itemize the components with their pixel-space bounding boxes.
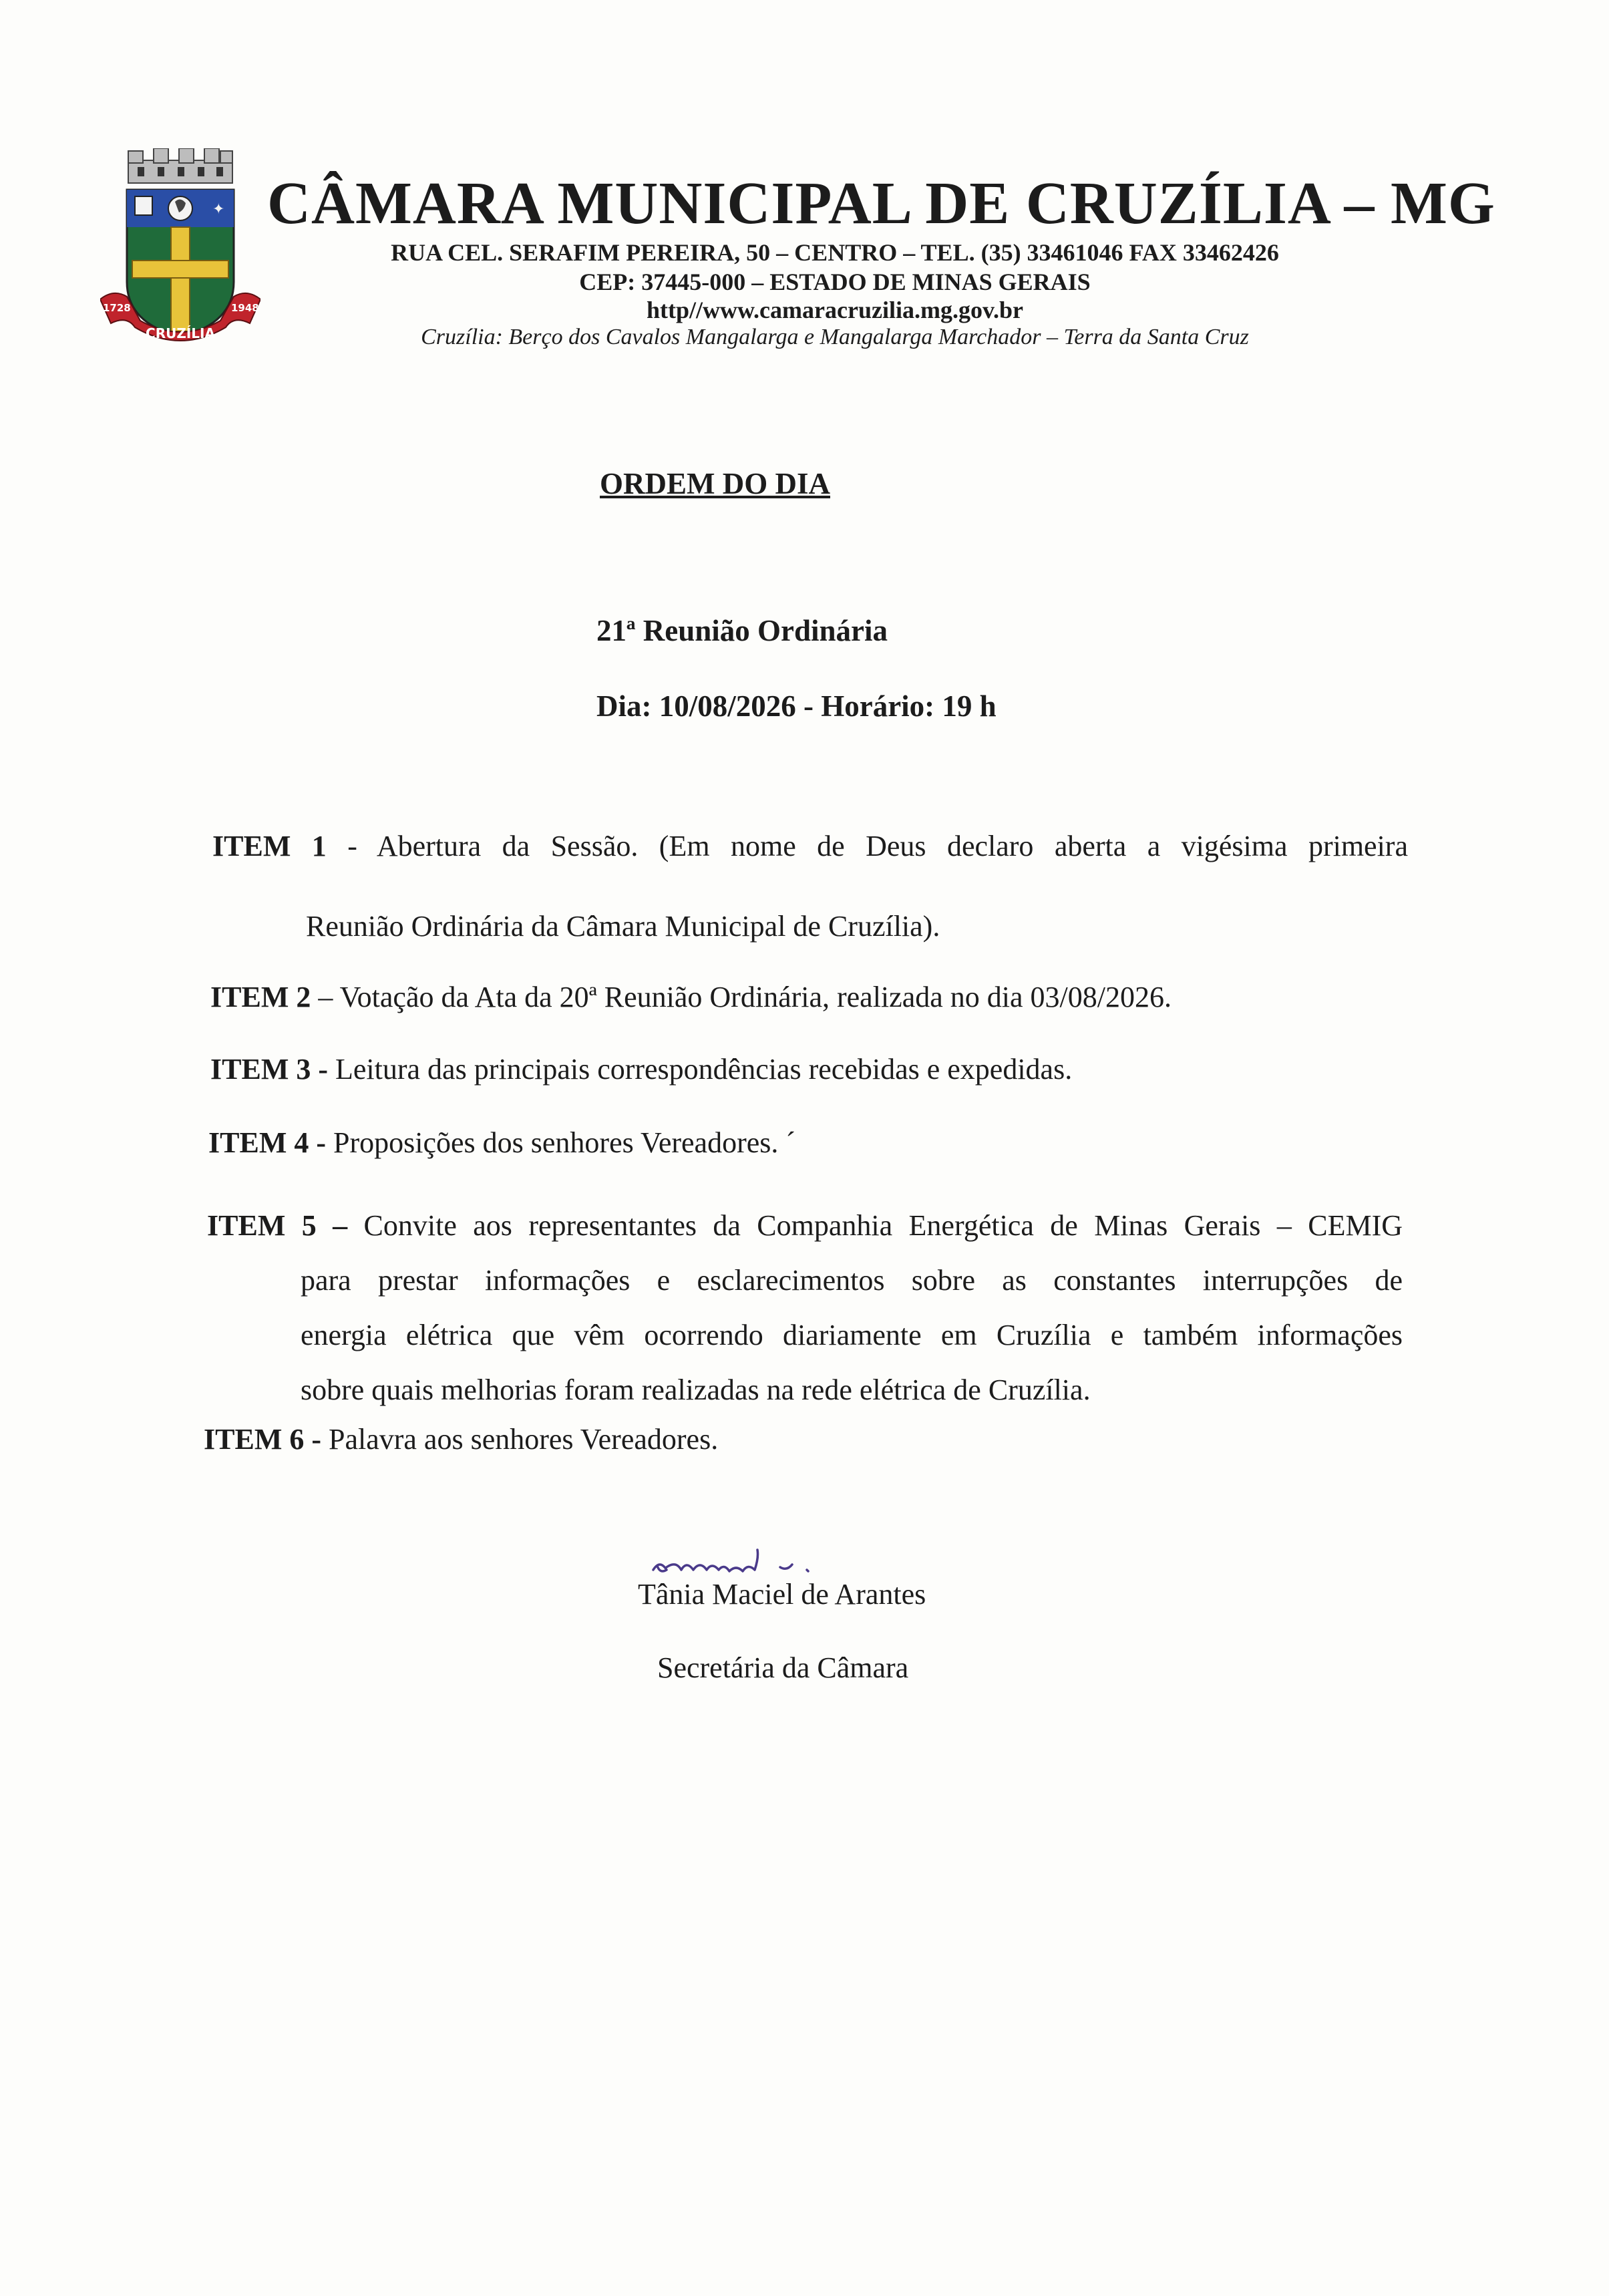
agenda-item-2 bbox=[210, 979, 1172, 1015]
org-name: CÂMARA MUNICIPAL DE CRUZÍLIA – MG bbox=[267, 170, 1495, 236]
coat-year-left: 1728 bbox=[103, 302, 131, 314]
meeting-date: Dia: 10/08/2026 - Horário: 19 h bbox=[596, 689, 997, 723]
postal-line: CEP: 37445-000 – ESTADO DE MINAS GERAIS bbox=[579, 269, 1091, 295]
agenda-item-label: ITEM 3 - bbox=[210, 1053, 328, 1086]
agenda-item-5-continuation: sobre quais melhorias foram realizadas na rede elétrica de Cruzília. bbox=[301, 1373, 1091, 1406]
agenda-item-text: Convite aos representantes da Companhia Energética de Minas Gerais – CEMIG bbox=[347, 1209, 1403, 1242]
city-motto: Cruzília: Berço dos Cavalos Mangalarga e Mangalarga Marchador – Terra da Santa Cruz bbox=[421, 325, 1249, 349]
agenda-item-text: Proposições dos senhores Vereadores. ´ bbox=[326, 1126, 796, 1159]
agenda-item-4 bbox=[208, 1125, 795, 1161]
coat-ribbon-text: CRUZÍLIA bbox=[146, 325, 215, 341]
agenda-item-label: ITEM 6 - bbox=[204, 1423, 321, 1456]
signer-name: Tânia Maciel de Arantes bbox=[638, 1578, 926, 1611]
coat-year-right: 1948 bbox=[231, 302, 259, 314]
agenda-item-label: ITEM 2 bbox=[210, 981, 311, 1013]
agenda-item-text: – Votação da Ata da 20ª Reunião Ordinária, realizada no dia 03/08/2026. bbox=[311, 981, 1172, 1013]
agenda-item-3 bbox=[210, 1051, 1072, 1088]
svg-text:✦: ✦ bbox=[212, 201, 225, 218]
agenda-item-6 bbox=[204, 1422, 718, 1458]
agenda-item-text: - Abertura da Sessão. (Em nome de Deus declaro aberta a vigésima primeira bbox=[326, 830, 1408, 862]
agenda-item-label: ITEM 4 - bbox=[208, 1126, 326, 1159]
agenda-item-5-continuation: para prestar informações e esclarecimentos sobre as constantes interrupções de bbox=[301, 1264, 1403, 1297]
document-title: ORDEM DO DIA bbox=[600, 467, 830, 500]
agenda-item-5-continuation: energia elétrica que vêm ocorrendo diariamente em Cruzília e também informações bbox=[301, 1319, 1403, 1351]
agenda-item-1 bbox=[212, 828, 1408, 864]
address-line: RUA CEL. SERAFIM PEREIRA, 50 – CENTRO – TEL. (35) 33461046 FAX 33462426 bbox=[391, 239, 1279, 266]
meeting-title: 21ª Reunião Ordinária bbox=[596, 614, 888, 647]
agenda-item-text: Palavra aos senhores Vereadores. bbox=[321, 1423, 719, 1456]
agenda-item-label: ITEM 5 – bbox=[207, 1209, 348, 1242]
agenda-item-5 bbox=[207, 1208, 1403, 1244]
agenda-item-1-continuation: Reunião Ordinária da Câmara Municipal de Cruzília). bbox=[306, 910, 940, 943]
agenda-item-text: Leitura das principais correspondências recebidas e expedidas. bbox=[328, 1053, 1073, 1086]
agenda-item-label: ITEM 1 bbox=[212, 830, 327, 862]
signer-role: Secretária da Câmara bbox=[657, 1651, 909, 1684]
municipal-coat-of-arms-icon bbox=[100, 148, 260, 349]
website-line: http//www.camaracruzilia.mg.gov.br bbox=[647, 297, 1023, 323]
